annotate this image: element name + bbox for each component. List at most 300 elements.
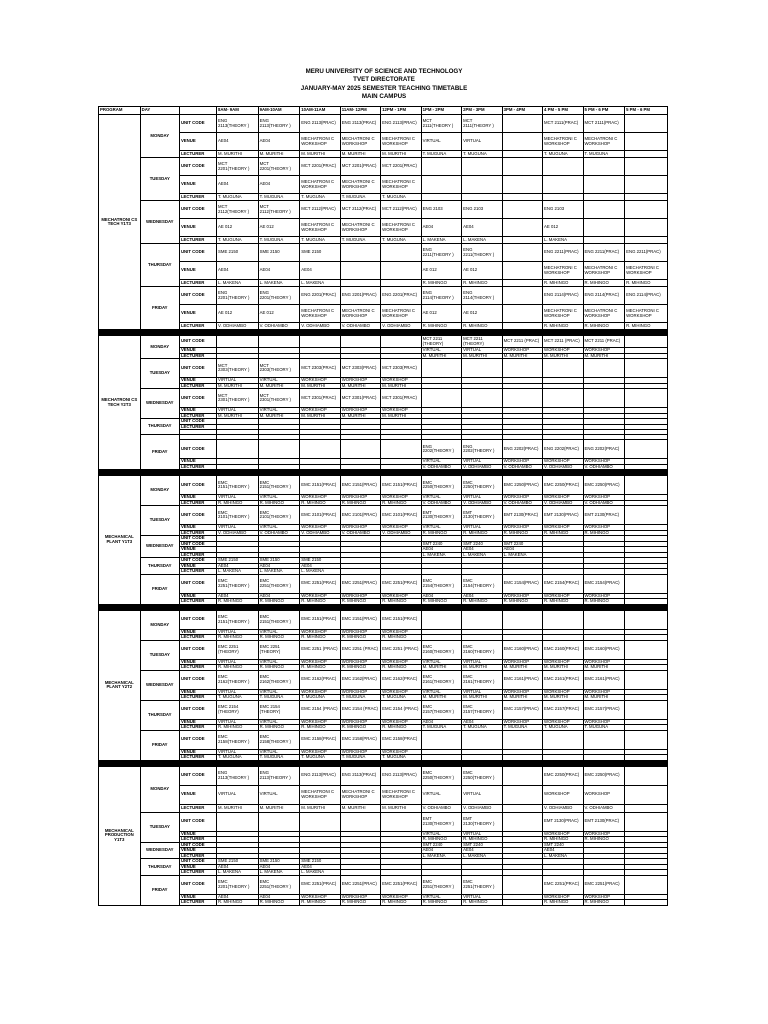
timetable-cell: EMC 2162(PRAC) <box>300 670 340 689</box>
timetable-cell: EMC 2250(PRAC) <box>583 766 625 785</box>
timetable-cell: ENG 2201(PRAC) <box>300 287 340 305</box>
timetable-cell: R. MIHINGO <box>217 725 259 731</box>
row-label: VENUE <box>179 659 216 665</box>
timetable-cell: R. MIHINGO <box>217 635 259 641</box>
timetable-cell: L. MAKENA <box>258 280 300 287</box>
timetable-cell: L. MAKENA <box>421 552 461 558</box>
col-header: DAY <box>140 107 179 115</box>
timetable-cell: EMC 2160(THEORY ) <box>462 640 502 659</box>
timetable-cell <box>625 640 668 659</box>
table-row <box>99 133 668 151</box>
timetable-cell: AE04 <box>421 848 461 854</box>
timetable-cell <box>421 610 461 629</box>
timetable-cell <box>381 280 421 287</box>
timetable-cell: L. MAKENA <box>217 280 259 287</box>
timetable-cell: R. MIHINGO <box>462 837 502 843</box>
timetable-cell: EMC 2101(THEORY ) <box>258 506 300 525</box>
table-row <box>99 287 668 305</box>
timetable-cell: VIRTUAL <box>421 659 461 665</box>
timetable-cell: EMC 2162(THEORY ) <box>217 670 259 689</box>
timetable-cell: WORKSHOP <box>583 719 625 725</box>
timetable-cell <box>502 359 542 378</box>
col-header: 8AM- 9AM <box>217 107 259 115</box>
row-label: LECTURER <box>179 853 216 859</box>
timetable-cell: AE04 <box>217 894 259 900</box>
table-row <box>99 237 668 244</box>
timetable-cell: MECHATRONI C WORKSHOP <box>381 176 421 194</box>
table-row <box>99 506 668 525</box>
timetable-cell <box>583 237 625 244</box>
timetable-cell: R. MIHINGO <box>340 665 380 671</box>
timetable-cell <box>421 389 461 408</box>
timetable-cell <box>625 574 668 593</box>
timetable-cell: AE 012 <box>462 305 502 323</box>
timetable-cell: M. MURITHI <box>502 665 542 671</box>
timetable-cell: EMC 2154(PRAC) <box>583 574 625 593</box>
timetable-cell: EMC 2251 (THEORY) <box>217 640 259 659</box>
timetable-cell: ENG 2114(PRAC) <box>625 287 668 305</box>
timetable-cell <box>625 201 668 219</box>
timetable-cell: M. MURITHI <box>421 665 461 671</box>
timetable-cell <box>543 194 583 201</box>
timetable-cell: L. MAKENA <box>421 237 461 244</box>
timetable-cell: M. MURITHI <box>258 413 300 419</box>
timetable-cell <box>625 440 668 459</box>
table-row <box>99 219 668 237</box>
timetable-cell: EMC 2250(THEORY ) <box>421 476 461 495</box>
timetable-cell: L. MAKENA <box>217 870 259 876</box>
timetable-cell: VIRTUAL <box>258 659 300 665</box>
timetable-cell: ENG 2103 <box>543 201 583 219</box>
table-row <box>99 336 668 348</box>
timetable-cell: R. MIHINGO <box>258 725 300 731</box>
timetable-cell: L. MAKENA <box>543 237 583 244</box>
timetable-cell: MCT 2301(THEORY ) <box>217 389 259 408</box>
timetable-cell: AE04 <box>462 593 502 599</box>
timetable-cell: R. MIHINGO <box>583 900 625 906</box>
timetable-cell: V. ODHIAMBO <box>502 500 542 506</box>
timetable-cell <box>625 158 668 176</box>
timetable-cell: WORKSHOP <box>300 749 340 755</box>
table-row <box>99 176 668 194</box>
timetable-cell: R. MIHINGO <box>625 323 668 330</box>
row-label: UNIT CODE <box>179 574 216 593</box>
timetable-cell: WORKSHOP <box>381 593 421 599</box>
timetable-cell: WORKSHOP <box>583 525 625 531</box>
timetable-cell: V. ODHIAMBO <box>583 500 625 506</box>
timetable-cell: WORKSHOP <box>340 689 380 695</box>
timetable-cell: AE04 <box>462 848 502 854</box>
timetable-cell: ENG 2113(PRAC) <box>340 115 380 133</box>
col-header: PROGRAM <box>99 107 141 115</box>
timetable-cell <box>625 730 668 749</box>
campus-name: MAIN CAMPUS <box>361 93 407 101</box>
timetable-cell: V. ODHIAMBO <box>543 464 583 470</box>
timetable-cell: WORKSHOP <box>300 894 340 900</box>
timetable-cell: R. MIHINGO <box>625 280 668 287</box>
timetable-cell: VIRTUAL <box>462 894 502 900</box>
timetable-cell <box>421 176 461 194</box>
timetable-cell: R. MIHINGO <box>462 280 502 287</box>
timetable-cell: R. MIHINGO <box>462 530 502 536</box>
timetable-cell: R. MIHINGO <box>583 837 625 843</box>
timetable-cell: M. MURITHI <box>340 383 380 389</box>
row-label: UNIT CODE <box>179 700 216 719</box>
timetable-cell: L. MAKENA <box>502 552 542 558</box>
timetable-cell: SME 2150 <box>217 558 259 564</box>
timetable-cell: V. ODHIAMBO <box>258 323 300 330</box>
timetable-cell: EMC 2154 (PRAC) <box>300 700 340 719</box>
timetable-cell <box>421 194 461 201</box>
timetable-cell: T. MUGUNA <box>583 151 625 158</box>
timetable-cell: V. ODHIAMBO <box>300 323 340 330</box>
col-header: 11AM- 12PM <box>340 107 380 115</box>
row-label: UNIT CODE <box>179 670 216 689</box>
timetable-cell: V. ODHIAMBO <box>462 500 502 506</box>
timetable-cell: SME 2150 <box>258 558 300 564</box>
timetable-cell: VIRTUAL <box>462 495 502 501</box>
timetable-cell: EMC 2250(THEORY ) <box>462 476 502 495</box>
timetable-cell: MECHATRONI C WORKSHOP <box>300 176 340 194</box>
timetable-cell <box>381 336 421 348</box>
timetable-cell <box>502 287 542 305</box>
timetable-cell: EMC 2251(PRAC) <box>543 875 583 894</box>
timetable-cell: EMC 2250(PRAC) <box>583 476 625 495</box>
timetable-cell: EMC 2251(THEORY ) <box>462 875 502 894</box>
timetable-cell <box>462 610 502 629</box>
timetable-cell: M. MURITHI <box>300 413 340 419</box>
row-label: LECTURER <box>179 695 216 701</box>
timetable-cell: EMC 2151(PRAC) <box>340 476 380 495</box>
timetable-cell <box>543 359 583 378</box>
timetable-cell: VIRTUAL <box>462 785 502 804</box>
timetable-cell <box>583 194 625 201</box>
timetable-cell: ENG 2201(THEORY ) <box>258 287 300 305</box>
timetable-cell: V. ODHIAMBO <box>502 464 542 470</box>
row-label: VENUE <box>179 525 216 531</box>
timetable-cell: ENG 2113(THEORY ) <box>217 115 259 133</box>
timetable-cell <box>502 176 542 194</box>
row-label: LECTURER <box>179 599 216 605</box>
timetable-cell: VIRTUAL <box>217 525 259 531</box>
timetable-cell: EMC 2251(THEORY ) <box>421 875 461 894</box>
timetable-cell: ENG 2103 <box>421 201 461 219</box>
timetable-cell <box>340 812 380 831</box>
row-label: UNIT CODE <box>179 859 216 865</box>
timetable-cell: MCT 2201(PRAC) <box>300 158 340 176</box>
timetable-cell: WORKSHOP <box>340 659 380 665</box>
timetable-cell: M. MURITHI <box>217 383 259 389</box>
timetable-cell <box>625 875 668 894</box>
timetable-cell: L. MAKENA <box>462 853 502 859</box>
timetable-cell <box>217 812 259 831</box>
day-name: THURSDAY <box>140 700 179 730</box>
timetable-cell: ENG 2211(PRAC) <box>625 244 668 262</box>
timetable-cell <box>502 244 542 262</box>
timetable-cell: EMC 2158(PRAC) <box>381 730 421 749</box>
timetable-cell: R. MIHINGO <box>583 599 625 605</box>
timetable-cell: M. MURITHI <box>381 383 421 389</box>
timetable-cell: R. MIHINGO <box>258 500 300 506</box>
timetable-cell: EMC 2151(THEORY ) <box>258 476 300 495</box>
timetable-cell: VIRTUAL <box>462 831 502 837</box>
timetable-cell: R. MIHINGO <box>462 323 502 330</box>
timetable-cell: EMC 2101(PRAC) <box>340 506 380 525</box>
timetable-cell: EMC 2161(THEORY ) <box>462 670 502 689</box>
timetable-cell: WORKSHOP <box>543 495 583 501</box>
timetable-cell: AE04 <box>217 133 259 151</box>
timetable-cell <box>583 359 625 378</box>
timetable-cell <box>421 730 461 749</box>
timetable-cell: VIRTUAL <box>462 459 502 465</box>
timetable-cell: M. MURITHI <box>543 665 583 671</box>
timetable-cell: WORKSHOP <box>543 459 583 465</box>
timetable-cell: T. MUGUNA <box>381 237 421 244</box>
timetable-cell: AE04 <box>421 593 461 599</box>
row-label: LECTURER <box>179 353 216 359</box>
timetable-cell <box>625 176 668 194</box>
col-header: 1PM - 2PM <box>421 107 461 115</box>
timetable-cell: EMC 2151(PRAC) <box>300 476 340 495</box>
timetable-cell: MECHATRONI C WORKSHOP <box>300 785 340 804</box>
timetable-cell <box>502 237 542 244</box>
row-label: UNIT CODE <box>179 389 216 408</box>
timetable-cell: MCT 2303(PRAC) <box>381 359 421 378</box>
timetable-cell: EMC 2154 (PRAC) <box>381 700 421 719</box>
table-row <box>99 812 668 831</box>
timetable-cell: T. MUGUNA <box>217 695 259 701</box>
timetable-cell: M. MURITHI <box>258 151 300 158</box>
timetable-cell: WORKSHOP <box>340 629 380 635</box>
row-label: VENUE <box>179 348 216 354</box>
timetable-cell: EMC 2154 (PRAC) <box>340 700 380 719</box>
timetable-cell: M. MURITHI <box>258 383 300 389</box>
timetable-cell <box>502 389 542 408</box>
timetable-cell: R. MIHINGO <box>258 635 300 641</box>
timetable-cell: EMC 2154 (THEORY) <box>258 700 300 719</box>
timetable-cell: AE 012 <box>258 219 300 237</box>
timetable-cell: WORKSHOP <box>381 495 421 501</box>
timetable-cell <box>543 610 583 629</box>
timetable-cell: WORKSHOP <box>502 719 542 725</box>
timetable-cell: VIRTUAL <box>258 785 300 804</box>
timetable-cell: R. MIHINGO <box>421 837 461 843</box>
timetable-cell: M. MURITHI <box>217 413 259 419</box>
timetable-cell: R. MIHINGO <box>340 635 380 641</box>
row-label: VENUE <box>179 831 216 837</box>
timetable-cell: VIRTUAL <box>258 629 300 635</box>
timetable-cell: WORKSHOP <box>543 689 583 695</box>
timetable-cell <box>543 158 583 176</box>
timetable-cell: MCT 2111(PRAC) <box>543 115 583 133</box>
timetable-cell <box>502 158 542 176</box>
timetable-cell <box>502 151 542 158</box>
timetable-cell: R. MIHINGO <box>258 599 300 605</box>
timetable-cell <box>300 336 340 348</box>
row-label: LECTURER <box>179 552 216 558</box>
timetable-cell <box>583 389 625 408</box>
timetable-cell <box>462 730 502 749</box>
table-row <box>99 280 668 287</box>
timetable-cell: MCT 2112(THEORY ) <box>258 201 300 219</box>
timetable-cell: T. MUGUNA <box>340 194 380 201</box>
timetable-cell <box>258 440 300 459</box>
timetable-cell: ENG 2211(PRAC) <box>583 244 625 262</box>
timetable-cell: WORKSHOP <box>502 659 542 665</box>
timetable-cell: R. MIHINGO <box>583 323 625 330</box>
timetable-cell: V. ODHIAMBO <box>543 804 583 812</box>
timetable-cell: VIRTUAL <box>217 378 259 384</box>
timetable-cell: EMC 2251 (THEORY) <box>258 640 300 659</box>
timetable-cell: WORKSHOP <box>340 749 380 755</box>
timetable-cell: R. MIHINGO <box>543 599 583 605</box>
timetable-cell: WORKSHOP <box>543 525 583 531</box>
timetable-cell: EMT 2130(THEORY ) <box>462 812 502 831</box>
row-label: UNIT CODE <box>179 201 216 219</box>
timetable-cell: R. MIHINGO <box>300 635 340 641</box>
day-name: MONDAY <box>140 766 179 812</box>
timetable-cell: T. MUGUNA <box>258 695 300 701</box>
timetable-cell: ENG 2211(PRAC) <box>543 244 583 262</box>
table-row <box>99 115 668 133</box>
timetable-cell: VIRTUAL <box>421 495 461 501</box>
timetable-cell: EMT 2130(PRAC) <box>543 812 583 831</box>
timetable-cell: T. MUGUNA <box>583 725 625 731</box>
table-row <box>99 389 668 408</box>
row-label: VENUE <box>179 689 216 695</box>
timetable-cell: T. MUGUNA <box>300 695 340 701</box>
col-header: 2PM - 3PM <box>462 107 502 115</box>
timetable-cell <box>381 812 421 831</box>
timetable-cell: WORKSHOP <box>583 785 625 804</box>
timetable-cell: ENG 2113(THEORY ) <box>258 115 300 133</box>
timetable-cell: WORKSHOP <box>381 659 421 665</box>
timetable-cell: MECHATRONI C WORKSHOP <box>381 133 421 151</box>
timetable-cell: M. MURITHI <box>217 804 259 812</box>
timetable-cell: WORKSHOP <box>543 785 583 804</box>
timetable-cell: EMC 2162(THEORY ) <box>258 670 300 689</box>
timetable-cell <box>462 389 502 408</box>
timetable-cell: T. MUGUNA <box>340 755 380 761</box>
timetable-cell: WORKSHOP <box>340 495 380 501</box>
row-label: VENUE <box>179 378 216 384</box>
timetable-cell: MCT 2211 (THEORY) <box>462 336 502 348</box>
row-label: VENUE <box>179 563 216 569</box>
timetable-cell: ENG 2113(THEORY ) <box>217 766 259 785</box>
timetable-cell: WORKSHOP <box>502 459 542 465</box>
timetable-cell: WORKSHOP <box>543 719 583 725</box>
timetable-cell: EMC 2251(PRAC) <box>300 574 340 593</box>
day-name: WEDNESDAY <box>140 670 179 700</box>
timetable-cell: EMT 2130(THEORY ) <box>421 812 461 831</box>
timetable-cell: MECHATRONI C WORKSHOP <box>340 133 380 151</box>
directorate-name: TVET DIRECTORATE <box>353 76 415 84</box>
timetable-cell: V. ODHIAMBO <box>381 323 421 330</box>
table-row <box>99 151 668 158</box>
timetable-cell: ENG 2202(PRAC) <box>502 440 542 459</box>
col-header: 9AM-10AM <box>258 107 300 115</box>
timetable-cell <box>502 812 542 831</box>
timetable-cell: WORKSHOP <box>340 408 380 414</box>
timetable-body <box>99 115 668 906</box>
timetable-cell: WORKSHOP <box>381 719 421 725</box>
timetable-cell: VIRTUAL <box>421 133 461 151</box>
timetable-cell: R. MIHINGO <box>462 900 502 906</box>
timetable-cell: M. MURITHI <box>381 413 421 419</box>
timetable-cell: V. ODHIAMBO <box>583 804 625 812</box>
timetable-cell: L. MAKENA <box>217 569 259 575</box>
timetable-cell: M. MURITHI <box>340 151 380 158</box>
timetable-cell: M. MURITHI <box>300 383 340 389</box>
day-name: FRIDAY <box>140 730 179 760</box>
timetable-cell: SMT 2240 <box>543 842 583 848</box>
table-row <box>99 194 668 201</box>
timetable-cell <box>502 219 542 237</box>
timetable-cell <box>462 158 502 176</box>
timetable-cell <box>502 610 542 629</box>
timetable-cell: R. MIHINGO <box>340 900 380 906</box>
timetable-cell: MCT 2112(PRAC) <box>381 201 421 219</box>
row-label: VENUE <box>179 305 216 323</box>
row-label: UNIT CODE <box>179 610 216 629</box>
timetable-cell <box>625 812 668 831</box>
row-label: UNIT CODE <box>179 766 216 785</box>
timetable-cell <box>462 176 502 194</box>
timetable-cell: WORKSHOP <box>381 629 421 635</box>
timetable-cell: MCT 2303(PRAC) <box>300 359 340 378</box>
row-label: UNIT CODE <box>179 506 216 525</box>
timetable-cell: R. MIHINGO <box>543 323 583 330</box>
timetable-cell: EMT 2130(THEORY ) <box>462 506 502 525</box>
timetable-cell: R. MIHINGO <box>340 725 380 731</box>
timetable-cell: MCT 2112(PRAC) <box>300 201 340 219</box>
timetable-cell: MECHATRONI C WORKSHOP <box>340 785 380 804</box>
timetable-cell: AE04 <box>217 563 259 569</box>
timetable-cell: ENG 2201(PRAC) <box>381 287 421 305</box>
timetable-cell: V. ODHIAMBO <box>583 464 625 470</box>
timetable-cell <box>502 115 542 133</box>
timetable-cell: MECHATRONI C WORKSHOP <box>543 305 583 323</box>
timetable-cell <box>625 670 668 689</box>
timetable-cell: R. MIHINGO <box>421 599 461 605</box>
timetable-cell <box>502 804 542 812</box>
timetable-cell: R. MIHINGO <box>381 500 421 506</box>
timetable-cell: AE04 <box>421 219 461 237</box>
timetable-cell: EMC 2251(THEORY ) <box>258 574 300 593</box>
timetable-cell: M. MURITHI <box>543 353 583 359</box>
timetable-cell: T. MUGUNA <box>300 237 340 244</box>
timetable-cell: SMT 2240 <box>502 541 542 547</box>
timetable-cell <box>625 506 668 525</box>
timetable-cell: MCT 2211 (PRAC) <box>502 336 542 348</box>
timetable-cell: M. MURITHI <box>502 695 542 701</box>
row-label: VENUE <box>179 593 216 599</box>
row-label: VENUE <box>179 719 216 725</box>
timetable-cell: R. MIHINGO <box>583 280 625 287</box>
timetable-cell: V. ODHIAMBO <box>421 804 461 812</box>
timetable-cell: T. MUGUNA <box>462 151 502 158</box>
timetable-cell: AE04 <box>217 176 259 194</box>
timetable-cell: M. MURITHI <box>462 665 502 671</box>
timetable-cell <box>625 785 668 804</box>
table-row <box>99 785 668 804</box>
day-name: TUESDAY <box>140 640 179 670</box>
day-name: THURSDAY <box>140 419 179 435</box>
timetable-cell: VIRTUAL <box>421 785 461 804</box>
timetable-cell: EMT 2130(THEORY ) <box>421 506 461 525</box>
timetable-cell: AE04 <box>258 593 300 599</box>
timetable-cell: WORKSHOP <box>340 378 380 384</box>
